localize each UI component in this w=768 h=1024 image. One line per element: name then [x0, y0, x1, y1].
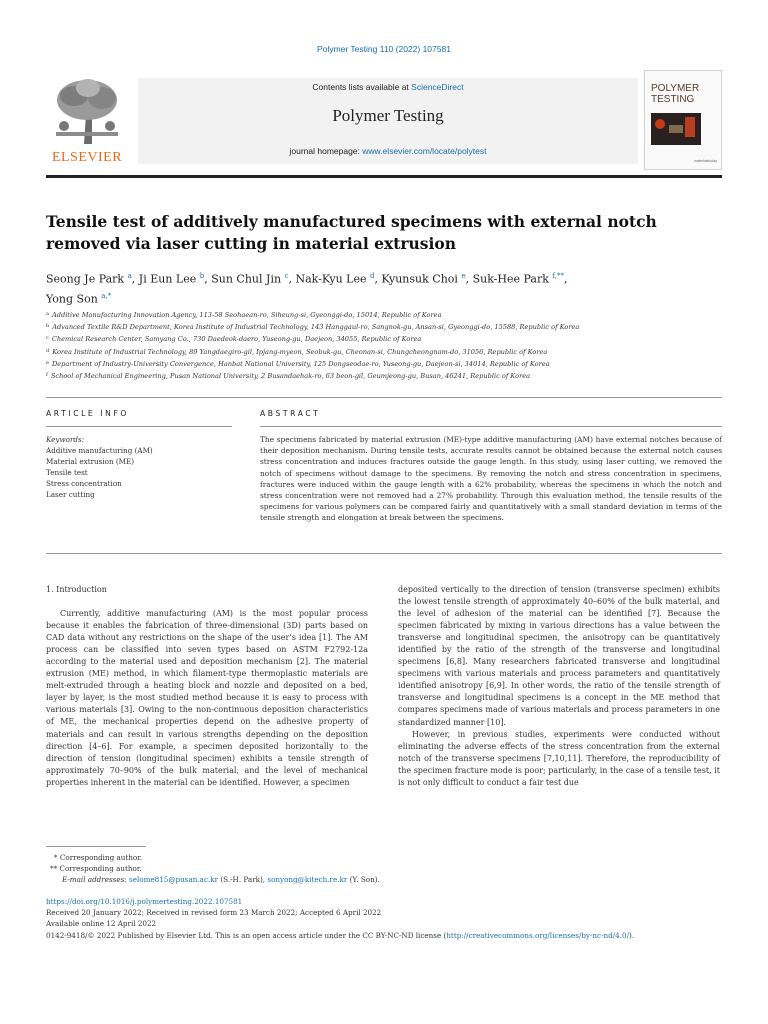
body-column-left	[46, 584, 368, 789]
footnote-rule	[46, 846, 146, 847]
abstract-heading: ABSTRACT	[260, 409, 321, 418]
section-heading: 1. Introduction	[46, 585, 107, 594]
license-link[interactable]: http://creativecommons.org/licenses/by-nc-nd/4.0/	[446, 930, 630, 940]
journal-info-box	[138, 78, 638, 164]
abstract-rule	[260, 426, 722, 427]
footnote: ** Corresponding author.	[50, 864, 142, 874]
contents-prefix: Contents lists available at	[312, 82, 412, 92]
author: Seong Je Park	[46, 272, 125, 286]
email-link[interactable]: selome815@pusan.ac.kr	[129, 875, 219, 885]
keywords-label: Keywords:	[46, 435, 85, 444]
keyword: Stress concentration	[46, 479, 122, 488]
cover-footer: materialstoday	[694, 159, 717, 163]
contents-line	[138, 82, 638, 92]
online-date: Available online 12 April 2022	[46, 919, 157, 929]
abstract-end-rule	[46, 553, 722, 554]
elsevier-tree-icon	[46, 74, 128, 146]
email-owner: (Y. Son).	[349, 875, 380, 885]
journal-cover-thumbnail[interactable]	[644, 70, 722, 170]
author: Yong Son	[46, 292, 98, 306]
homepage-link[interactable]: www.elsevier.com/locate/polytest	[362, 146, 487, 156]
email-owner: (S.-H. Park),	[220, 875, 266, 885]
footnotes	[46, 852, 726, 886]
homepage-prefix: journal homepage:	[289, 146, 363, 156]
article-info-heading: ARTICLE INFO	[46, 409, 130, 418]
affiliation: $^a$ Additive Manufacturing Innovation Agency, 113-58 Seohaean-ro, Siheung-si, Gyeonggi-do, 15014, Republic of Korea	[46, 311, 442, 319]
affiliation: $^c$ Chemical Research Center, Samyang Co., 730 Daedeok-daero, Yuseong-gu, Daejeon, 34055, Republic of Korea	[46, 335, 422, 344]
affiliation: $^d$ Korea Institute of Industrial Technology, 89 Yangdaegiro-gil, Ipjang-myeon, Seobuk-gu, Cheonan-si, Chungcheongnam-do, 31056, Republic of Korea	[46, 347, 548, 356]
author: Nak-Kyu Lee	[295, 272, 367, 286]
sciencedirect-link[interactable]: ScienceDirect	[411, 82, 464, 92]
article-title: Tensile test of additively manufactured specimens with external notch removed via laser cutting in material extrusion	[46, 212, 657, 253]
author: Kyunsuk Choi	[381, 272, 458, 286]
doi-link[interactable]: https://doi.org/10.1016/j.polymertesting.2022.107581	[46, 897, 243, 906]
journal-masthead	[46, 70, 722, 170]
license-suffix: ).	[629, 930, 635, 940]
affiliation: $^b$ Advanced Textile R&D Department, Korea Institute of Industrial Technology, 143 Hanggaul-ro, Sangnok-gu, Ansan-si, Gyeonggi-do, 15588, Republic of Korea	[46, 323, 580, 332]
article-info-rule	[46, 426, 232, 427]
keyword: Material extrusion (ME)	[46, 457, 135, 466]
affiliation: $^e$ Department of Industry-University Convergence, Hanbat National University, 125 Dongseodae-ro, Yuseong-gu, Daejeon-si, 34014, Republic of Korea	[46, 359, 550, 368]
author-list: Seong Je Park $^a$, Ji Eun Lee $^b$, Sun Chul Jin $^c$, Nak-Kyu Lee $^d$, Kyunsuk Choi $^e$, Suk-Hee Park $^{f,**}$, Yong Son $^{a,*}$	[46, 272, 568, 306]
journal-title: Polymer Testing	[332, 106, 444, 125]
header-rule	[46, 397, 722, 398]
author-affil-mark[interactable]: f,**	[552, 272, 564, 280]
author: Ji Eun Lee	[138, 272, 197, 286]
author-affil-mark[interactable]: d	[370, 272, 375, 280]
author-affil-mark[interactable]: a,*	[101, 291, 112, 300]
body-paragraph: However, in previous studies, experiments were conducted without eliminating the adverse effects of the stress concentration from the external notch of the transverse specimens [7,10,11]. Therefore, the reproducibility of the specimen fracture mode is poor; particularly, in the case of a tensile test, it is not only difficult to conduct a fair test due	[398, 729, 720, 787]
license-prefix: 0142-9418/© 2022 Published by Elsevier Ltd. This is an open access article under the CC BY-NC-ND license (	[46, 930, 447, 940]
email-footnote	[46, 874, 726, 885]
masthead-rule	[46, 175, 722, 178]
history-dates: Received 20 January 2022; Received in revised form 23 March 2022; Accepted 6 April 2022	[46, 908, 382, 918]
license-line	[46, 930, 736, 941]
body-paragraph: Currently, additive manufacturing (AM) is the most popular process because it enables the fabrication of three-dimensional (3D) parts based on CAD data without any restrictions on the shape of the user’s idea [1]. The AM process can be classified into seven types based on ASTM F2792-12a according to the material used and deposition mechanism [2]. The material extrusion (ME) method, in which filament-type thermoplastic materials are melt-extruded through a heating block and nozzle and deposited on a bed, layer by layer, is the most studied method because it is easy to process with various materials [3]. Owing to the non-continuous deposition characteristics of ME, the mechanical properties depend on the adhesive property of materials and can result in various strengths depending on the deposition direction [4–6]. For example, a specimen deposited horizontally to the direction of tension (longitudinal specimen) exhibits a tensile strength of approximately 70–90% of the bulk material, and the level of mechanical properties inherent in the material can be identified. However, a specimen	[46, 609, 368, 787]
keyword: Additive manufacturing (AM)	[46, 446, 153, 455]
homepage-line	[138, 146, 638, 156]
elsevier-logo	[46, 74, 128, 166]
author: Suk-Hee Park	[472, 272, 549, 286]
affiliation: $^f$ School of Mechanical Engineering, Pusan National University, 2 Busandaehak-ro, 63 beon-gil, Geumjeong-gu, Busan, 46241, Republic of Korea	[46, 372, 531, 381]
author-affil-mark[interactable]: e	[461, 272, 466, 280]
keyword: Laser cutting	[46, 490, 95, 499]
cover-image	[651, 113, 701, 145]
keywords-block	[46, 434, 232, 500]
footnote: * Corresponding author.	[54, 853, 143, 862]
running-head[interactable]: Polymer Testing 110 (2022) 107581	[317, 44, 451, 54]
email-link[interactable]: sonyong@kitech.re.kr	[267, 875, 348, 885]
keyword: Tensile test	[46, 468, 88, 477]
affiliation-list	[46, 309, 726, 382]
author-affil-mark[interactable]: c	[284, 272, 289, 280]
email-label: E-mail addresses:	[62, 875, 127, 885]
abstract-text: The specimens fabricated by material extrusion (ME)-type additive manufacturing (AM) have external notches because of their deposition mechanism. During tensile tests, accurate results cannot be obtained because the external notch causes stress concentration and induces fractures outside the gauge length. In this study, using laser cutting, we removed the notch of specimens without damage to the specimens. By removing the notch and stress concentration in specimens, fractures were induced within the gauge length with a 62% probability, whereas the specimens in which the notch and stress concentration were not removed had a 27% probability. Through this evaluation method, the tensile results of the specimens for various polymers can be compared fairly and quantitatively with a small standard deviation in terms of the tensile strength and elongation at break between the specimens.	[260, 435, 722, 523]
cover-title: POLYMER TESTING	[651, 83, 700, 105]
body-column-right	[398, 584, 720, 789]
body-paragraph: deposited vertically to the direction of tension (transverse specimen) exhibits the lowest tensile strength of approximately 40–60% of the bulk material, and the level of adhesion of the material can be identified [7]. Because the specimen fabricated by mixing in various directions has a value between the transverse and longitudinal specimen, the anisotropy can be quantitatively identified by the ratio of the strength of the transverse and longitudinal specimens [6,8]. Many researchers fabricated transverse and longitudinal specimens with various materials and process parameters and quantitatively identified anisotropy [6,9]. In other words, the ratio of the tensile strength of transverse and longitudinal specimens is a concept in the ME method that compares specimens made of various materials and process parameters in one standardized manner [10].	[398, 585, 720, 727]
author: Sun Chul Jin	[211, 272, 282, 286]
publisher-name: ELSEVIER	[51, 150, 123, 165]
author-affil-mark[interactable]: a	[127, 272, 132, 280]
author-affil-mark[interactable]: b	[199, 272, 205, 280]
article-history	[46, 896, 736, 941]
